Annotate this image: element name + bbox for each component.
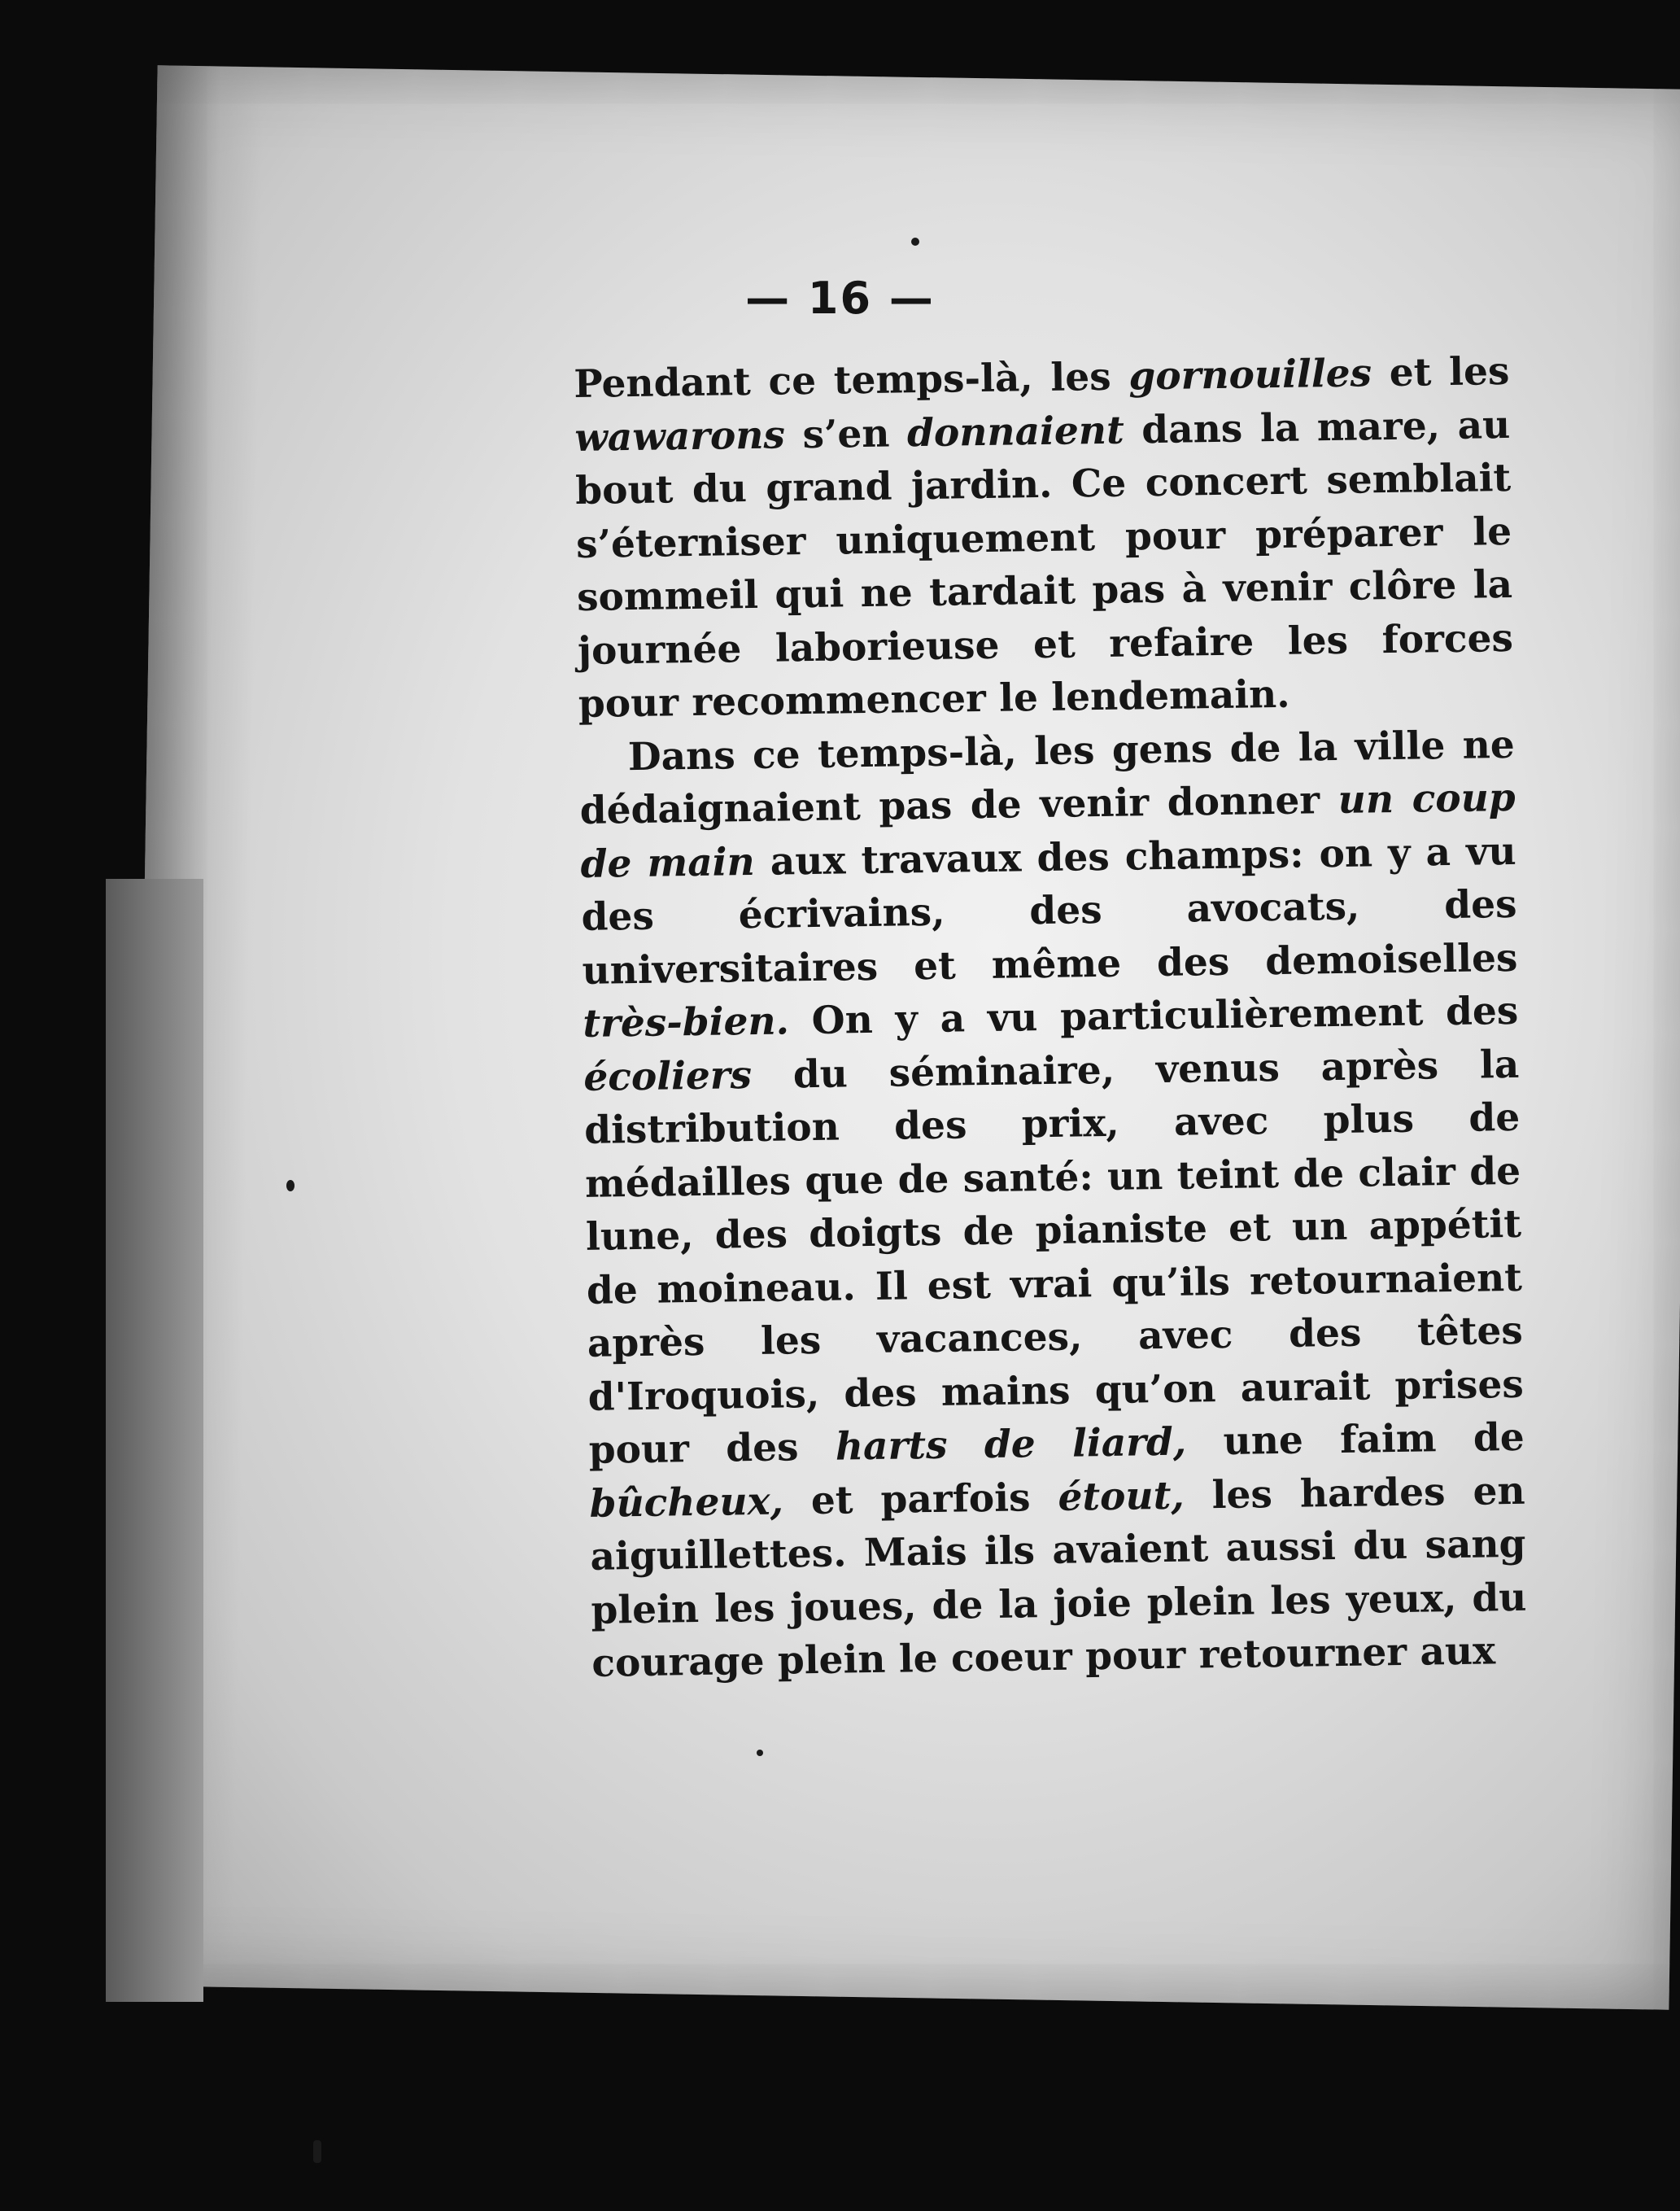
ink-speck	[313, 2140, 321, 2163]
text-run: et les	[1371, 348, 1510, 396]
text-run: dans la mare, au bout du grand jardin. Ce concert semblait s’éterniser uniquement pour préparer le sommeil qui ne tardait pas à venir clôre la journée laborieuse et refaire les forces pour recommencer le lendemain.	[574, 402, 1514, 727]
text-run: et parfois	[783, 1475, 1058, 1524]
italic-term: harts de liard,	[835, 1419, 1187, 1470]
ink-speck	[286, 1180, 295, 1191]
italic-term: étout,	[1058, 1473, 1185, 1520]
text-run: aux travaux des champs: on y a vu des écrivains, des avocats, des universitaires et même des demoiselles	[581, 828, 1518, 994]
italic-term: wawarons	[574, 412, 786, 461]
text-run: Dans ce temps-là, les gens de la ville ne dédaignaient pas de venir donner	[579, 722, 1516, 833]
italic-term: bûcheux,	[589, 1479, 784, 1527]
text-run: s’en	[784, 410, 908, 457]
text-run: les hardes en aiguillettes. Mais ils avaient aussi du sang plein les joues, de la joie plein les yeux, du courage plein le coeur pour retourner aux	[590, 1468, 1527, 1686]
text-run: du séminaire, venus après la distribution des prix, avec plus de médailles que de santé: un teint de clair de lune, des doigts de pianiste et un appétit de moineau. Il est vrai qu’ils retournaient après les vacances, avec des têtes d'Iroquois, des mains qu’on aurait prises pour des	[583, 1042, 1525, 1473]
ink-speck	[757, 1750, 763, 1756]
italic-term: un coup de main	[580, 775, 1516, 887]
body-text	[574, 345, 1528, 1690]
italic-term: donnaient	[906, 408, 1125, 456]
underlying-leaf	[106, 879, 203, 2002]
paragraph-2	[578, 718, 1527, 1690]
italic-term: très-bien.	[583, 998, 790, 1047]
paragraph-1	[574, 345, 1514, 732]
ink-speck	[911, 238, 919, 246]
text-run: Pendant ce temps-là, les	[574, 354, 1129, 407]
italic-term: écoliers	[583, 1052, 753, 1100]
italic-term: gornouilles	[1128, 351, 1372, 400]
text-run: une faim de	[1185, 1414, 1525, 1465]
page-number: — 16 —	[745, 273, 935, 324]
text-run: On y a vu particulièrement des	[788, 988, 1519, 1044]
